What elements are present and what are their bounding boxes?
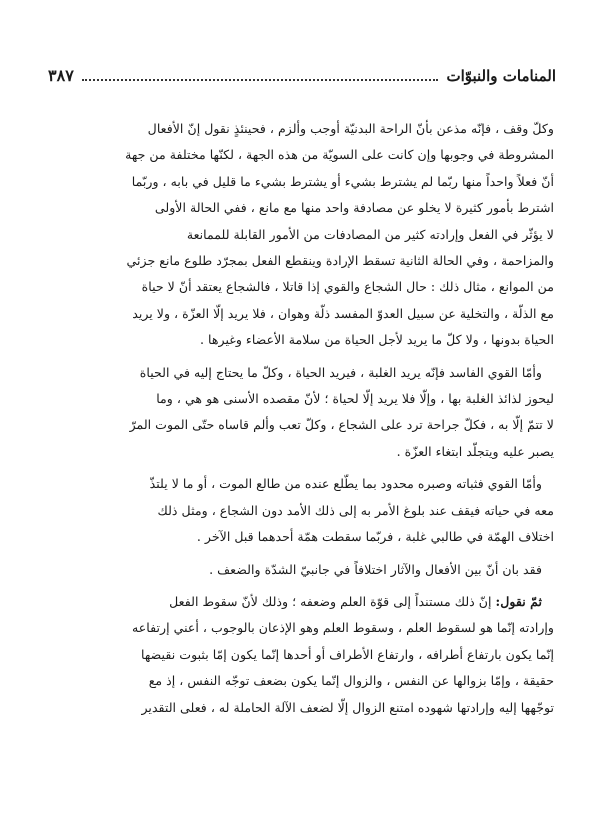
paragraph-1 xyxy=(49,116,554,354)
body-text xyxy=(49,116,554,727)
text-line: حقيقة ، وإمّا بزوالها عن النفس ، والزوال إنّما يكون بضعف توجّه النفس ، إذ مع xyxy=(148,673,554,689)
text-line: وكلّ وقف ، فإنّه مذعن بأنّ الراحة البدنيّة أوجب وألزم ، فحينئذٍ نقول إنّ الأفعال xyxy=(147,121,554,136)
lead-phrase: ثمّ نقول: xyxy=(495,593,542,609)
text-line: توجّهها إليه وإرادتها شهوده امتنع الزوال إلّا لضعف الآلة الحاملة له ، فعلى التقدير xyxy=(141,699,554,715)
page-number: ٣٨٧ xyxy=(48,66,74,85)
text-line: معه في حياته فيقف عند بلوغ الأمر به إلى ذلك الأمد دون الشجاع ، ومثل ذلك xyxy=(157,502,554,518)
text-line: الحياة بدونها ، ولا كلّ ما يريد لأجل الحياة من سلامة الأعضاء وغيرها . xyxy=(200,332,554,348)
text-line: والمزاحمة ، وفي الحالة الثانية تسقط الإرادة وينقطع الفعل بمجرّد طلوع مانع جزئي xyxy=(126,253,554,269)
text-line: وإرادته إنّما هو لسقوط العلم ، وسقوط العلم وهو الإذعان بالوجوب ، أعني إرتفاعه xyxy=(132,620,554,636)
text-line: اختلاف الهمّة في طالبي غلبة ، فربّما سقطت همّة أحدهما قبل الآخر . xyxy=(196,529,554,545)
paragraph-5 xyxy=(49,589,554,721)
text-line: فقد بان أنّ بين الأفعال والآثار اختلافاً في جانبيّ الشدّة والضعف . xyxy=(209,561,542,577)
paragraph-3 xyxy=(49,471,554,550)
text-line: وأمّا القوي الفاسد فإنّه يريد الغلبة ، فيريد الحياة ، وكلّ ما يحتاج إليه في الحياة xyxy=(139,364,542,380)
text-line: ليحوز لذائذ الغلبة بها ، وإلّا فلا يريد إلّا لحياة ؛ لأنّ مقصده الأسنى هو هي ، وما xyxy=(156,391,554,407)
text-line: المشروطة في وجوبها وإن كانت على السويّة من هذه الجهة ، لكنّها مختلفة من جهة xyxy=(125,147,554,163)
paragraph-2 xyxy=(49,360,554,466)
running-title: المنامات والنبوّات xyxy=(446,67,556,85)
text-line: لا يؤثّر في الفعل وإرادته كثير من المصادفات من الأمور القابلة للممانعة xyxy=(186,226,554,242)
text-line: اشترط بأمور كثيرة لا يخلو عن مصادفة واحد منها مع مانع ، ففي الحالة الأولى xyxy=(154,200,554,216)
text-line: من الموانع ، مثال ذلك : حال الشجاع والقوي إذا قاتلا ، فالشجاع يعتقد أنّ لا حياة xyxy=(141,279,554,295)
text-line: يصبر عليه ويتجلّد ابتغاء العزّة . xyxy=(396,443,554,459)
text-line: إنّما يكون بارتفاع أطرافه ، وارتفاع الأطراف أو أحدها إنّما يكون إمّا بثبوت نقيضها xyxy=(140,646,554,662)
text-line-rest: إنّ ذلك مستنداً إلى قوّة العلم وضعفه ؛ وذلك لأنّ سقوط الفعل xyxy=(169,593,496,609)
page-header xyxy=(48,66,556,92)
leader-dots xyxy=(82,69,439,81)
text-line xyxy=(49,589,554,615)
text-line: لا تتمّ إلّا به ، فكلّ جراحة ترد على الشجاع ، وكلّ تعب وألم قاساه حتّى الموت المرّ xyxy=(129,417,554,433)
text-line: أنّ فعلاً واحداً منها ربّما لم يشترط بشيء أو يشترط بشيء ما قليل في بابه ، وربّما xyxy=(131,173,554,189)
paragraph-4 xyxy=(49,557,554,583)
text-line: وأمّا القوي فثباته وصبره محدود بما يطّلع عنده من طالع الموت ، أو ما لا يلتذّ xyxy=(149,476,542,492)
text-line: مع الذلّة ، والتخلية عن سبيل العدوّ المفسد ذلّة وهوان ، فلا يريد إلّا العزّة ، ولا يريد xyxy=(132,305,554,321)
